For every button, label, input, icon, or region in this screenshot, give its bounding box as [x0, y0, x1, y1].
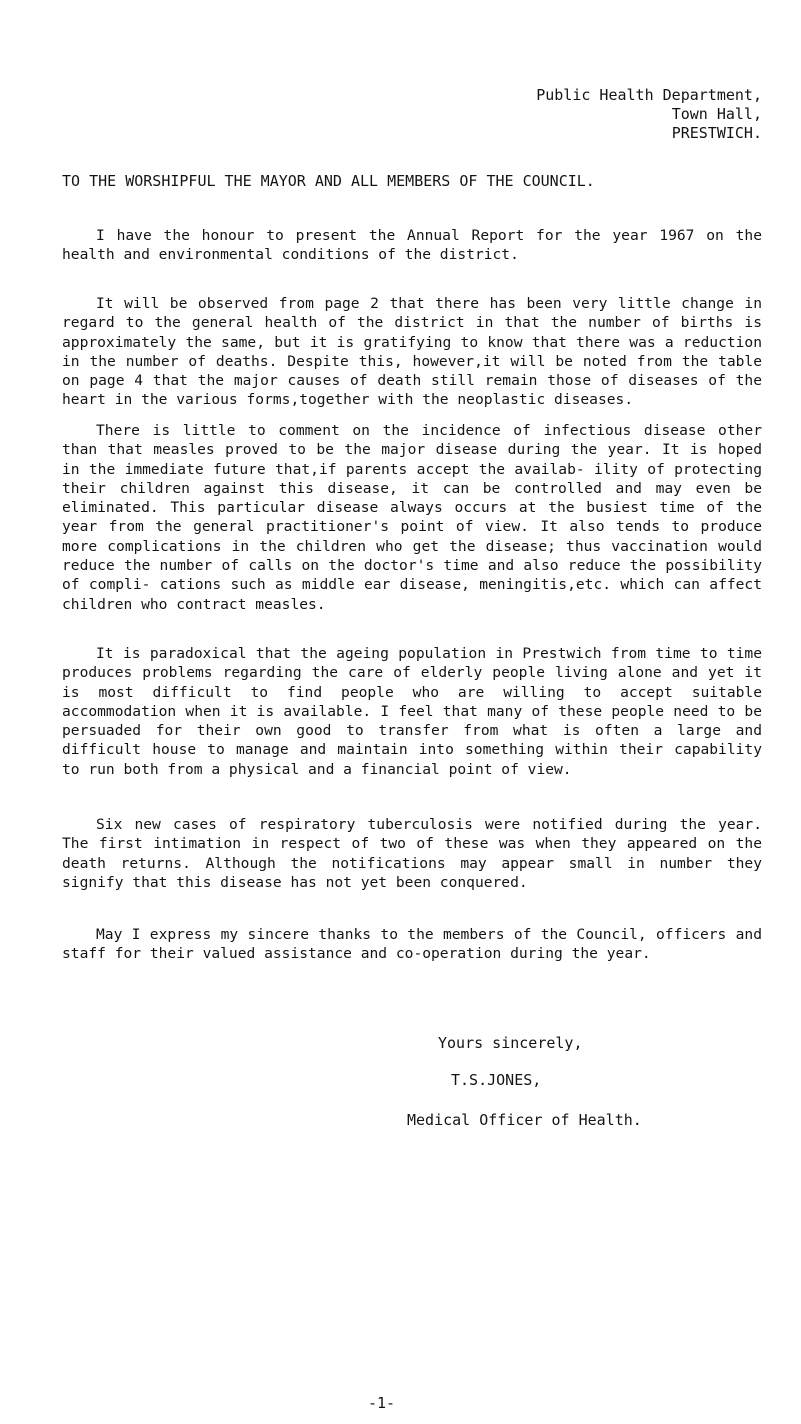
paragraph-elderly-population: It is paradoxical that the ageing population in Prestwich from time to time produces problems regarding the care of elderly people living alone and yet it is most difficult to find people who are willing to accept suitable accommodation when it is available. I feel that many of these people need to be persuaded for their own good to transfer from what is often a large and difficult house to manage and maintain into something within their capability to run both from a physical and a financial point of view.: [62, 645, 762, 778]
valediction: Yours sincerely,: [438, 1034, 583, 1052]
salutation: TO THE WORSHIPFUL THE MAYOR AND ALL MEMBERS OF THE COUNCIL.: [62, 172, 595, 190]
sender-address: [522, 86, 762, 143]
address-line-department: Public Health Department,: [536, 86, 762, 104]
page-number: -1-: [368, 1394, 396, 1412]
paragraph-general-health: It will be observed from page 2 that there has been very little change in regard to the general health of the district in that the number of births is approximately the same, but it is gratifying to know that there was a reduction in the number of deaths. Despite this, however,it will be noted from the table on page 4 that the major causes of death still remain those of diseases of the heart in the various forms,together with the neoplastic diseases.: [62, 295, 762, 409]
signatory-name: T.S.JONES,: [451, 1071, 542, 1089]
paragraph-infectious-disease: There is little to comment on the incidence of infectious disease other than that measles proved to be the major disease during the year. It is hoped in the immediate future that,if parents accept the availab- ility of protecting their children against this disease, it can be controlled and may even be eliminated. This particular disease always occurs at the busiest time of the year from the general practitioner's point of view. It also tends to produce more complications in the children who get the disease; thus vaccination would reduce the number of calls on the doctor's time and also reduce the possibility of compli- cations such as middle ear disease, meningitis,etc. which can affect children who contract measles.: [62, 422, 762, 613]
paragraph-tuberculosis: Six new cases of respiratory tuberculosis were notified during the year. The first intimation in respect of two of these was when they appeared on the death returns. Although the notifications may appear small in number they signify that this disease has not yet been conquered.: [62, 816, 762, 891]
paragraph-thanks: May I express my sincere thanks to the members of the Council, officers and staff for their valued assistance and co-operation during the year.: [62, 926, 762, 963]
address-line-building: Town Hall,: [671, 105, 762, 123]
signatory-title: Medical Officer of Health.: [407, 1111, 642, 1129]
paragraph-introduction: I have the honour to present the Annual Report for the year 1967 on the health and environmental conditions of the district.: [62, 227, 762, 264]
address-line-town: PRESTWICH.: [671, 124, 762, 142]
